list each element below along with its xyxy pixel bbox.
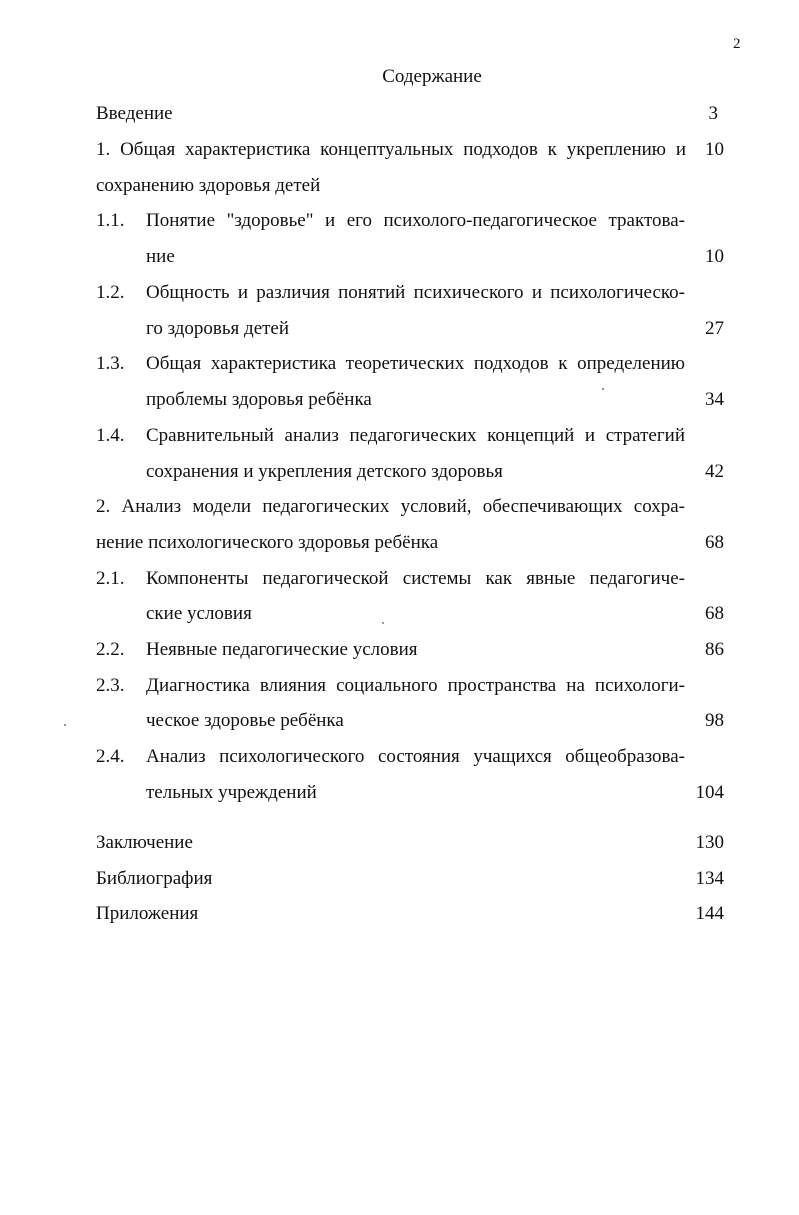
toc-section-page: 10 — [705, 246, 724, 267]
toc-chapter2-line2: нение психологического здоровья ребёнка — [96, 532, 439, 553]
toc-section-number: 1.2. — [96, 282, 125, 303]
toc-section-line1: Сравнительный анализ педагогических концепций и стратегий — [146, 425, 685, 446]
toc-section-line2: го здоровья детей — [146, 318, 290, 339]
toc-entry-appendices: Приложения — [96, 903, 199, 924]
page-number: 2 — [733, 36, 741, 52]
toc-section-line2: ние — [146, 246, 175, 267]
toc-section-number: 1.1. — [96, 210, 125, 231]
toc-section-line1: Общая характеристика теоретических подходов к определению — [146, 353, 685, 374]
toc-section-page: 68 — [705, 603, 724, 624]
scan-speck — [64, 724, 66, 726]
toc-page-bibliography: 134 — [695, 868, 724, 889]
toc-section-line2: сохранения и укрепления детского здоровья — [146, 461, 503, 482]
toc-section-line1: Диагностика влияния социального пространства на психологи- — [146, 675, 685, 696]
toc-section-number: 2.1. — [96, 568, 125, 589]
toc-chapter2-line1: 2. Анализ модели педагогических условий, обеспечивающих сохра- — [96, 496, 685, 517]
toc-section-line1: Компоненты педагогической системы как явные педагогиче- — [146, 568, 685, 589]
toc-page-intro: 3 — [708, 103, 718, 124]
toc-section-page: 34 — [705, 389, 724, 410]
toc-page-appendices: 144 — [695, 903, 724, 924]
toc-section-page: 27 — [705, 318, 724, 339]
toc-section-page: 86 — [705, 639, 724, 660]
toc-chapter2-page: 68 — [705, 532, 724, 553]
toc-section-number: 2.3. — [96, 675, 125, 696]
toc-section-page: 104 — [695, 782, 724, 803]
toc-title: Содержание — [382, 66, 482, 87]
toc-section-line1: Неявные педагогические условия — [146, 639, 418, 660]
toc-chapter1-page: 10 — [705, 139, 724, 160]
toc-section-line2: тельных учреждений — [146, 782, 317, 803]
toc-section-line2: ские условия — [146, 603, 252, 624]
scan-speck — [602, 388, 604, 390]
scan-speck — [382, 622, 384, 624]
toc-section-page: 98 — [705, 710, 724, 731]
toc-section-line2: проблемы здоровья ребёнка — [146, 389, 372, 410]
toc-section-line1: Анализ психологического состояния учащихся общеобразова- — [146, 746, 685, 767]
toc-section-line1: Общность и различия понятий психического и психологическо- — [146, 282, 685, 303]
toc-section-line1: Понятие "здоровье" и его психолого-педагогическое трактова- — [146, 210, 685, 231]
toc-section-number: 2.4. — [96, 746, 125, 767]
toc-chapter1-line1: 1. Общая характеристика концептуальных подходов к укреплению и — [96, 139, 686, 160]
toc-section-number: 2.2. — [96, 639, 125, 660]
toc-section-line2: ческое здоровье ребёнка — [146, 710, 344, 731]
toc-entry-conclusion: Заключение — [96, 832, 193, 853]
toc-entry-intro: Введение — [96, 103, 173, 124]
toc-chapter1-line2: сохранению здоровья детей — [96, 175, 321, 196]
toc-page-conclusion: 130 — [695, 832, 724, 853]
toc-section-number: 1.3. — [96, 353, 125, 374]
toc-entry-bibliography: Библиография — [96, 868, 213, 889]
toc-section-number: 1.4. — [96, 425, 125, 446]
toc-section-page: 42 — [705, 461, 724, 482]
